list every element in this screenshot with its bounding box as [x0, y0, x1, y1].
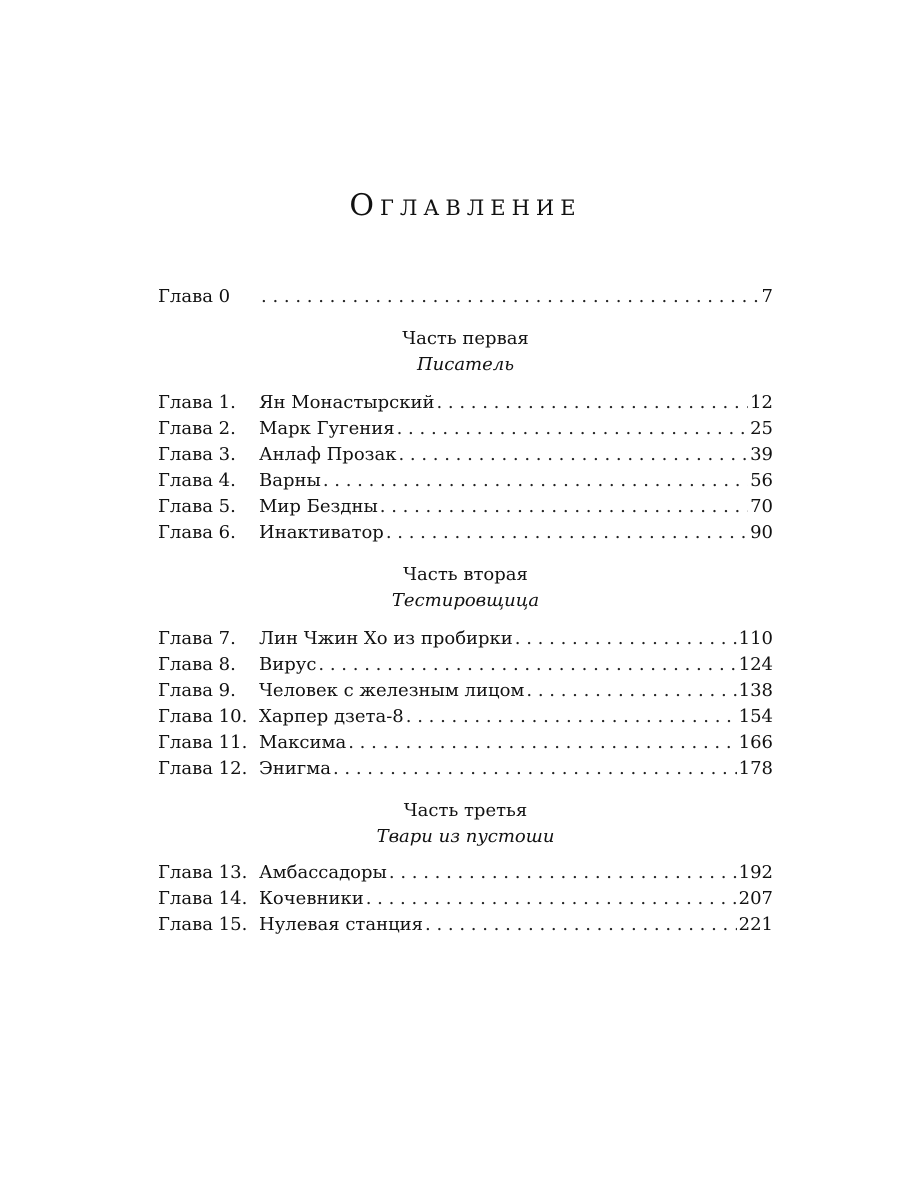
dot-leader — [397, 416, 748, 442]
chapter-title: Мир Бездны — [259, 496, 378, 517]
page-number: 154 — [738, 706, 773, 727]
part-subtitle: Писатель — [416, 354, 515, 375]
page-number: 110 — [738, 628, 773, 649]
chapter-number: Глава 1. — [158, 392, 236, 413]
toc-entry[interactable] — [158, 730, 773, 756]
toc-entry[interactable] — [158, 912, 773, 938]
chapter-number: Глава 3. — [158, 444, 236, 465]
page-title: Оглавление — [349, 188, 582, 223]
chapter-number: Глава 12. — [158, 758, 248, 779]
page-number: 39 — [750, 444, 773, 465]
page-number: 124 — [738, 654, 773, 675]
chapter-number: Глава 4. — [158, 470, 236, 491]
part-subtitle: Твари из пустоши — [376, 826, 555, 847]
toc-entry[interactable] — [158, 704, 773, 730]
chapter-title: Инактиватор — [259, 522, 384, 543]
chapter-number: Глава 5. — [158, 496, 236, 517]
dot-leader — [389, 860, 737, 886]
chapter-number: Глава 14. — [158, 888, 248, 909]
chapter-title: Человек с железным лицом — [259, 680, 525, 701]
dot-leader — [398, 442, 748, 468]
part-1-entries — [158, 390, 773, 546]
dot-leader — [386, 520, 748, 546]
toc-entry[interactable] — [158, 468, 773, 494]
chapter-number: Глава 10. — [158, 706, 248, 727]
dot-leader — [406, 704, 737, 730]
chapter-number: Глава 7. — [158, 628, 236, 649]
chapter-number: Глава 8. — [158, 654, 236, 675]
part-3-heading — [158, 798, 773, 850]
page-number: 56 — [750, 470, 773, 491]
chapter-title: Лин Чжин Хо из пробирки — [259, 628, 513, 649]
chapter-number: Глава 0 — [158, 286, 231, 307]
page-number: 221 — [738, 914, 773, 935]
toc-entry[interactable] — [158, 416, 773, 442]
toc-entry[interactable] — [158, 886, 773, 912]
dot-leader — [380, 494, 748, 520]
toc-entry[interactable] — [158, 626, 773, 652]
page-number: 166 — [738, 732, 773, 753]
toc-entry[interactable] — [158, 756, 773, 782]
dot-leader — [425, 912, 737, 938]
page-number: 25 — [750, 418, 773, 439]
chapter-number: Глава 6. — [158, 522, 236, 543]
part-1-heading — [158, 326, 773, 378]
part-subtitle: Тестировщица — [391, 590, 540, 611]
dot-leader — [261, 284, 760, 310]
dot-leader — [515, 626, 737, 652]
dot-leader — [323, 468, 748, 494]
page-number: 7 — [761, 286, 773, 307]
chapter-title: Марк Гугения — [259, 418, 395, 439]
dot-leader — [318, 652, 736, 678]
toc-entry[interactable] — [158, 652, 773, 678]
part-2-heading — [158, 562, 773, 614]
page-number: 192 — [738, 862, 773, 883]
dot-leader — [366, 886, 737, 912]
part-title: Часть вторая — [403, 564, 528, 585]
page-number: 70 — [750, 496, 773, 517]
chapter-title: Максима — [259, 732, 347, 753]
page-number: 207 — [738, 888, 773, 909]
chapter-number: Глава 15. — [158, 914, 248, 935]
dot-leader — [436, 390, 748, 416]
page-number: 90 — [750, 522, 773, 543]
prologue-section — [158, 284, 773, 310]
part-2-entries — [158, 626, 773, 782]
toc-entry[interactable] — [158, 520, 773, 546]
chapter-title: Ян Монастырский — [259, 392, 435, 413]
dot-leader — [333, 756, 737, 782]
toc-entry[interactable] — [158, 390, 773, 416]
toc-entry[interactable] — [158, 860, 773, 886]
page-number: 138 — [738, 680, 773, 701]
chapter-title: Нулевая станция — [259, 914, 424, 935]
chapter-title: Амбассадоры — [259, 862, 387, 883]
page-number: 12 — [750, 392, 773, 413]
part-title: Часть третья — [403, 800, 528, 821]
chapter-title: Варны — [259, 470, 321, 491]
chapter-number: Глава 9. — [158, 680, 236, 701]
toc-entry[interactable] — [158, 442, 773, 468]
toc-entry[interactable] — [158, 284, 773, 310]
toc-entry[interactable] — [158, 678, 773, 704]
dot-leader — [526, 678, 736, 704]
toc-entry[interactable] — [158, 494, 773, 520]
chapter-title: Кочевники — [259, 888, 364, 909]
chapter-title: Харпер дзета-8 — [259, 706, 404, 727]
chapter-title: Анлаф Прозак — [259, 444, 397, 465]
page-number: 178 — [738, 758, 773, 779]
part-3-entries — [158, 860, 773, 938]
part-title: Часть первая — [402, 328, 529, 349]
chapter-title: Вирус — [259, 654, 317, 675]
chapter-number: Глава 11. — [158, 732, 248, 753]
chapter-number: Глава 13. — [158, 862, 248, 883]
dot-leader — [348, 730, 736, 756]
chapter-number: Глава 2. — [158, 418, 236, 439]
chapter-title: Энигма — [259, 758, 331, 779]
